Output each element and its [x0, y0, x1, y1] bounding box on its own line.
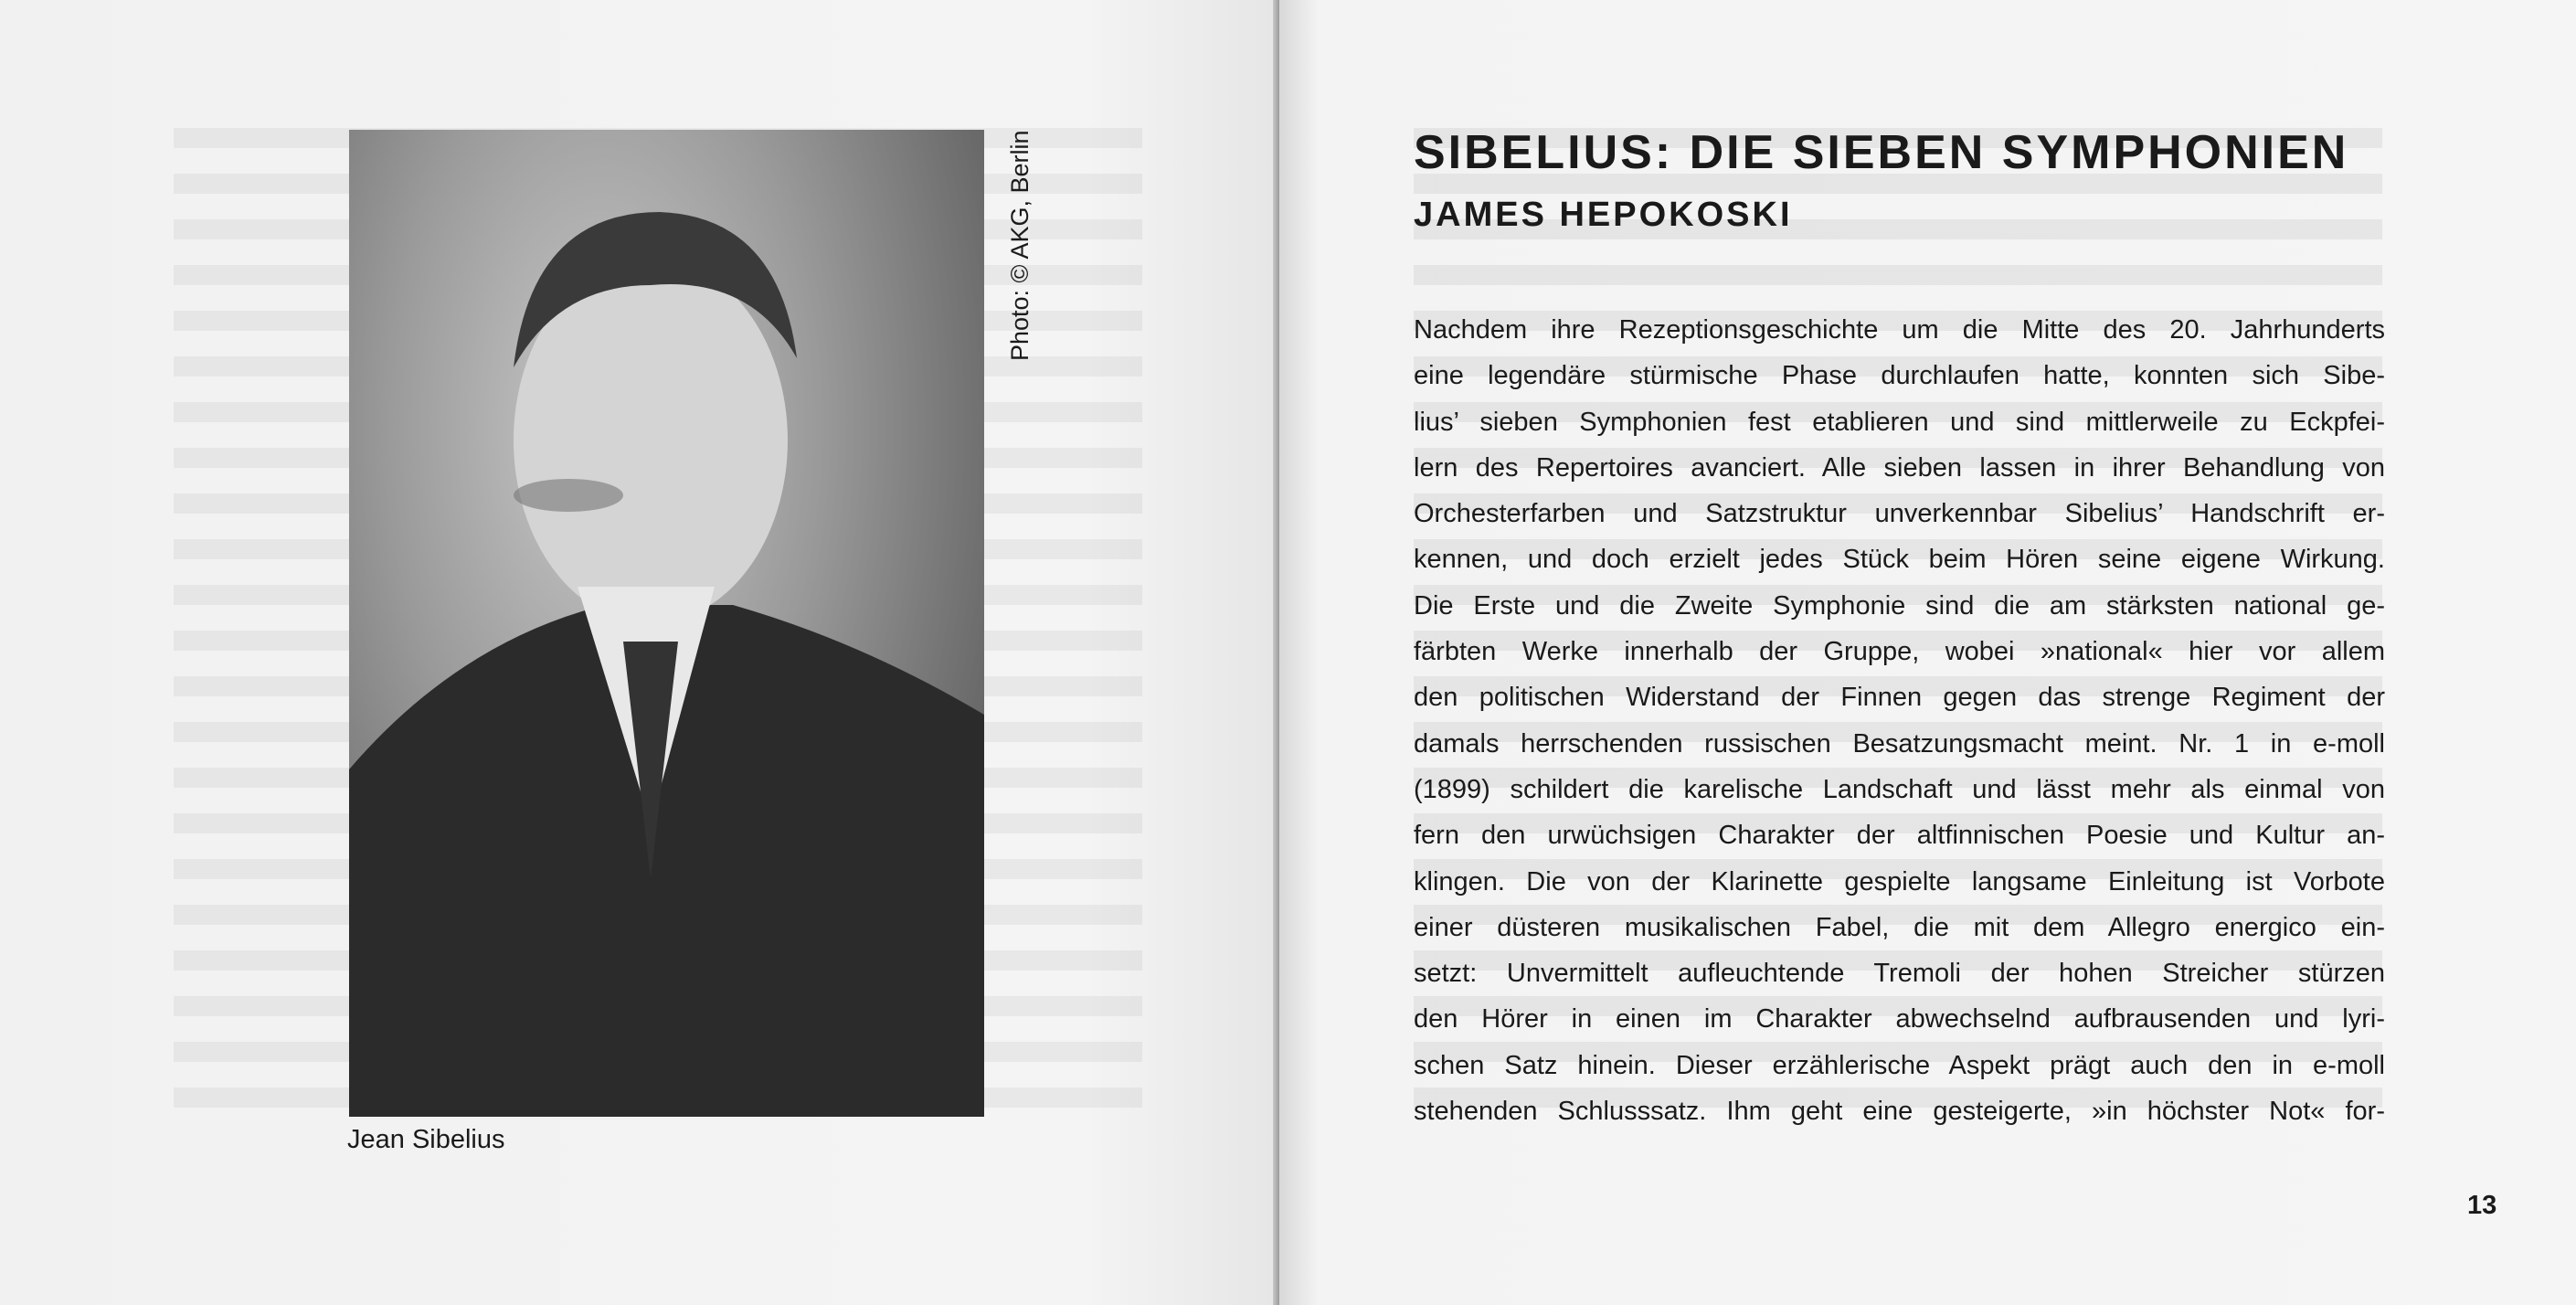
page-number: 13 — [2467, 1191, 2497, 1220]
article-body — [1414, 307, 2385, 1134]
photo-credit: Photo: © AKG, Berlin — [1006, 130, 1034, 361]
body-line: damals herrschenden russischen Besatzungsmacht meint. Nr. 1 in e-moll — [1414, 728, 2385, 759]
photo-caption: Jean Sibelius — [347, 1125, 505, 1154]
left-page — [0, 0, 1275, 1305]
body-line: klingen. Die von der Klarinette gespielte langsame Einleitung ist Vorbote — [1414, 866, 2385, 897]
body-line: den Hörer in einen im Charakter abwechselnd aufbrausenden und lyri- — [1414, 1004, 2385, 1034]
body-line: Die Erste und die Zweite Symphonie sind die am stärksten national ge- — [1414, 590, 2385, 621]
body-line: einer düsteren musikalischen Fabel, die mit dem Allegro energico ein- — [1414, 912, 2385, 942]
body-line: kennen, und doch erzielt jedes Stück beim Hören seine eigene Wirkung. — [1414, 545, 2385, 575]
body-line: färbten Werke innerhalb der Gruppe, wobei »national« hier vor allem — [1414, 637, 2385, 667]
portrait-photo — [349, 130, 984, 1117]
portrait-silhouette — [349, 130, 984, 1117]
body-line: Orchesterfarben und Satzstruktur unverkennbar Sibelius’ Handschrift er- — [1414, 499, 2385, 529]
body-line: fern den urwüchsigen Charakter der altfinnischen Poesie und Kultur an- — [1414, 821, 2385, 851]
body-line: setzt: Unvermittelt aufleuchtende Tremoli der hohen Streicher stürzen — [1414, 959, 2385, 989]
body-line: eine legendäre stürmische Phase durchlaufen hatte, konnten sich Sibe- — [1414, 361, 2385, 391]
body-line: den politischen Widerstand der Finnen gegen das strenge Regiment der — [1414, 683, 2385, 713]
article-title: SIBELIUS: DIE SIEBEN SYMPHONIEN — [1414, 126, 2349, 179]
body-line: (1899) schildert die karelische Landschaft und lässt mehr als einmal von — [1414, 774, 2385, 804]
body-line: Nachdem ihre Rezeptionsgeschichte um die Mitte des 20. Jahrhunderts — [1414, 315, 2385, 345]
body-line: stehenden Schlusssatz. Ihm geht eine gesteigerte, »in höchster Not« for- — [1414, 1097, 2385, 1127]
body-line: lius’ sieben Symphonien fest etablieren und sind mittlerweile zu Eckpfei- — [1414, 407, 2385, 437]
article-author: JAMES HEPOKOSKI — [1414, 196, 1793, 234]
body-line: schen Satz hinein. Dieser erzählerische Aspekt prägt auch den in e-moll — [1414, 1050, 2385, 1080]
body-line: lern des Repertoires avanciert. Alle sieben lassen in ihrer Behandlung von — [1414, 452, 2385, 483]
